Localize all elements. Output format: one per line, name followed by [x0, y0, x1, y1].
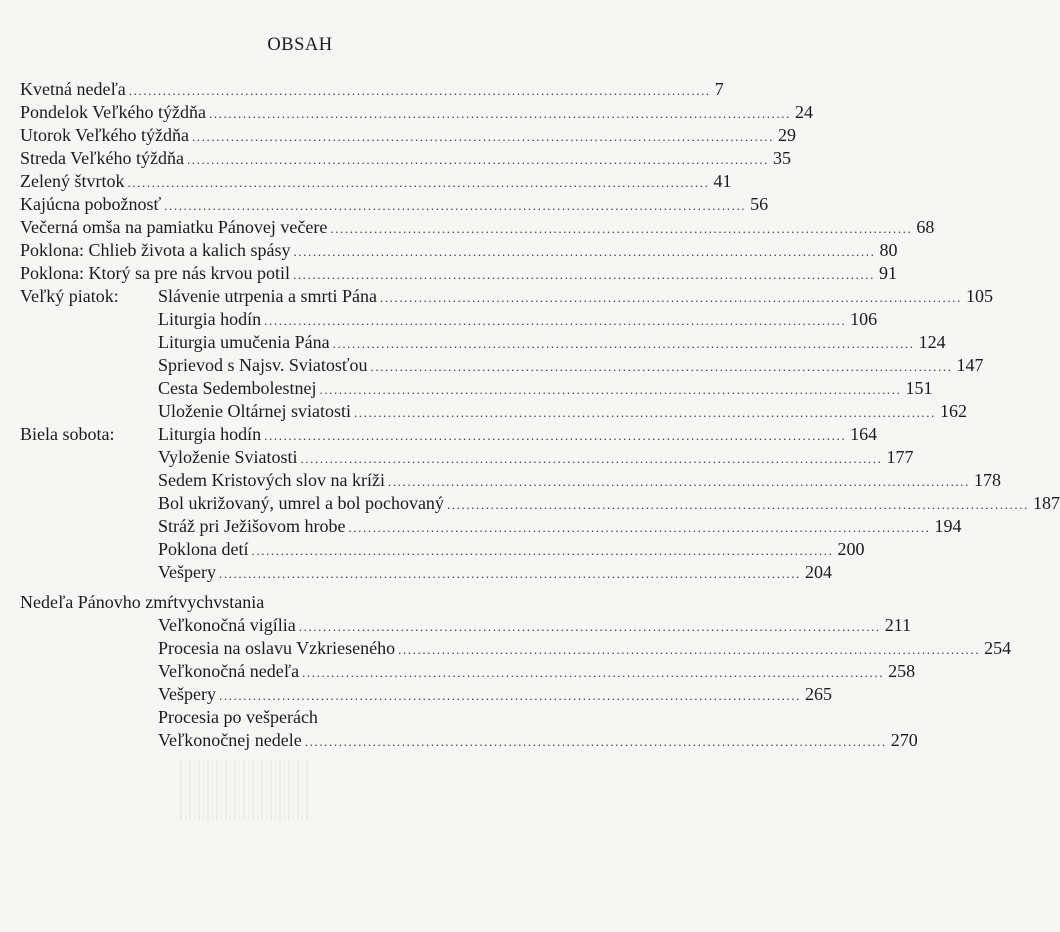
- leader-dots: ........................................................................................................................: [379, 290, 962, 305]
- toc-row: [20, 331, 946, 354]
- toc-entry: [158, 683, 832, 707]
- toc-entry-title: Poklona: Ktorý sa pre nás krvou potil: [20, 263, 290, 283]
- toc-entry: [20, 262, 897, 286]
- toc-row: [20, 538, 865, 561]
- toc-entry: [20, 193, 769, 217]
- toc-row: [20, 614, 912, 637]
- leader-dots: ........................................................................................................................: [353, 405, 936, 420]
- leader-dots: ........................................................................................................................: [218, 688, 801, 703]
- toc-entry-title: Poklona: Chlieb života a kalich spásy: [20, 240, 291, 260]
- toc-row: [20, 124, 796, 147]
- toc-entry-page: 35: [772, 148, 791, 168]
- toc-entry-page: 7: [714, 79, 724, 99]
- toc-row: [20, 78, 724, 101]
- leader-dots: ........................................................................................................................: [300, 451, 883, 466]
- toc-entry-title: Liturgia hodín: [158, 309, 262, 329]
- toc-entry: [158, 637, 1012, 661]
- leader-dots: ........................................................................................................................: [319, 382, 902, 397]
- leader-dots: ........................................................................................................................: [127, 175, 710, 190]
- leader-dots: ........................................................................................................................: [191, 129, 774, 144]
- leader-dots: ........................................................................................................................: [332, 336, 915, 351]
- toc-entry-page: 270: [890, 730, 918, 750]
- toc-entry-page: 194: [934, 516, 962, 536]
- toc-entry-page: 68: [916, 217, 935, 237]
- toc-row: [20, 377, 933, 400]
- toc-entry: [20, 101, 813, 125]
- toc-row: [20, 637, 1012, 660]
- toc-row: [20, 193, 769, 216]
- toc-entry-title: Vyloženie Sviatosti: [158, 447, 298, 467]
- toc-entry: [20, 147, 791, 171]
- toc-entry-title: Liturgia hodín: [158, 424, 262, 444]
- leader-dots: ........................................................................................................................: [302, 665, 885, 680]
- toc-row: [20, 262, 897, 285]
- leader-dots: ........................................................................................................................: [298, 619, 881, 634]
- section-label-biela-sobota: Biela sobota:: [20, 424, 115, 444]
- section-label-nedela: Nedeľa Pánovho zmŕtvychvstania: [20, 592, 265, 612]
- toc-entry-title: Vešpery: [158, 684, 216, 704]
- toc-row: [20, 446, 914, 469]
- toc-entry-title: Veľkonočná nedeľa: [158, 661, 300, 681]
- leader-dots: ........................................................................................................................: [387, 474, 970, 489]
- leader-dots: ........................................................................................................................: [218, 566, 801, 581]
- table-of-contents: [20, 78, 1060, 752]
- toc-entry-title: Veľkonočnej nedele: [158, 730, 302, 750]
- leader-dots: ........................................................................................................................: [264, 313, 847, 328]
- toc-row: [20, 101, 813, 124]
- leader-dots: ........................................................................................................................: [186, 152, 769, 167]
- toc-entry: [20, 170, 732, 194]
- toc-entry-page: 151: [905, 378, 933, 398]
- toc-row: [20, 400, 967, 423]
- toc-entry: [158, 614, 912, 638]
- toc-entry-page: 211: [884, 615, 912, 635]
- toc-entry-title: Liturgia umučenia Pána: [158, 332, 330, 352]
- toc-row: [20, 170, 732, 193]
- toc-entry: [158, 446, 914, 470]
- toc-entry-page: 56: [750, 194, 769, 214]
- leader-dots: ........................................................................................................................: [446, 497, 1029, 512]
- toc-entry: [158, 331, 946, 355]
- toc-entry-page: 105: [965, 286, 993, 306]
- leader-dots: ........................................................................................................................: [128, 83, 711, 98]
- toc-row: [20, 561, 832, 584]
- toc-entry-title: Večerná omša na pamiatku Pánovej večere: [20, 217, 328, 237]
- toc-row: [20, 683, 832, 706]
- toc-entry-title-line1: Procesia po vešperách: [158, 707, 318, 727]
- toc-entry-title: Zelený štvrtok: [20, 171, 125, 191]
- toc-entry-title: Cesta Sedembolestnej: [158, 378, 317, 398]
- toc-entry-page: 41: [713, 171, 732, 191]
- toc-row: [20, 354, 984, 377]
- toc-entry-title: Vešpery: [158, 562, 216, 582]
- toc-entry-page: 200: [837, 539, 865, 559]
- toc-entry-title: Stráž pri Ježišovom hrobe: [158, 516, 346, 536]
- toc-row: [20, 285, 993, 308]
- toc-entry-page: 204: [804, 562, 832, 582]
- toc-entry-page: 24: [794, 102, 813, 122]
- leader-dots: ........................................................................................................................: [348, 520, 931, 535]
- toc-entry-page: 106: [850, 309, 878, 329]
- leader-dots: ........................................................................................................................: [304, 734, 887, 749]
- toc-row: [20, 147, 791, 170]
- toc-entry-page: 91: [878, 263, 897, 283]
- leader-dots: ........................................................................................................................: [398, 642, 981, 657]
- toc-row: [20, 469, 1001, 492]
- toc-entry-title: Streda Veľkého týždňa: [20, 148, 184, 168]
- toc-entry-title: Procesia na oslavu Vzkrieseného: [158, 638, 396, 658]
- bleed-through-barcode: [180, 760, 310, 820]
- toc-entry-title: Sedem Kristových slov na kríži: [158, 470, 385, 490]
- toc-entry-title: Sprievod s Najsv. Sviatosťou: [158, 355, 368, 375]
- leader-dots: ........................................................................................................................: [264, 428, 847, 443]
- toc-entry-title: Kvetná nedeľa: [20, 79, 126, 99]
- toc-row: [20, 308, 878, 331]
- toc-row: [20, 706, 918, 752]
- toc-entry-page: 29: [777, 125, 796, 145]
- toc-row: [20, 660, 916, 683]
- leader-dots: ........................................................................................................................: [292, 267, 875, 282]
- toc-entry: [158, 354, 984, 378]
- toc-entry-page: 265: [804, 684, 832, 704]
- toc-entry: [20, 216, 935, 240]
- toc-entry: [158, 423, 878, 447]
- toc-entry: [158, 285, 993, 309]
- toc-entry: [158, 538, 865, 562]
- toc-entry: [158, 308, 878, 332]
- toc-entry-page: 254: [984, 638, 1012, 658]
- toc-row: [20, 515, 962, 538]
- toc-row: [20, 216, 935, 239]
- leader-dots: ........................................................................................................................: [293, 244, 876, 259]
- leader-dots: ........................................................................................................................: [164, 198, 747, 213]
- toc-entry-title: Bol ukrižovaný, umrel a bol pochovaný: [158, 493, 444, 513]
- leader-dots: ........................................................................................................................: [370, 359, 953, 374]
- toc-entry-title: Veľkonočná vigília: [158, 615, 296, 635]
- leader-dots: ........................................................................................................................: [208, 106, 791, 121]
- section-label-velky-piatok: Veľký piatok:: [20, 286, 119, 306]
- toc-entry-page: 187: [1032, 493, 1060, 513]
- toc-entry-title: Poklona detí: [158, 539, 249, 559]
- toc-entry: [158, 400, 967, 424]
- toc-entry-title: Utorok Veľkého týždňa: [20, 125, 189, 145]
- toc-entry: [20, 124, 796, 148]
- toc-entry-page: 177: [886, 447, 914, 467]
- toc-row: [20, 492, 1060, 515]
- toc-entry-page: 80: [879, 240, 898, 260]
- toc-entry: [158, 660, 916, 684]
- toc-entry: [158, 377, 933, 401]
- toc-entry-page: 178: [973, 470, 1001, 490]
- toc-entry-page: 258: [888, 661, 916, 681]
- toc-entry: [158, 469, 1001, 493]
- toc-entry: [158, 729, 918, 753]
- toc-entry: [158, 561, 832, 585]
- toc-entry: [158, 492, 1060, 516]
- toc-entry-page: 124: [918, 332, 946, 352]
- leader-dots: ........................................................................................................................: [330, 221, 913, 236]
- toc-entry-title: Kajúcna pobožnosť: [20, 194, 162, 214]
- toc-entry: [20, 78, 724, 102]
- toc-entry: [158, 515, 962, 539]
- toc-entry-page: 162: [939, 401, 967, 421]
- page-title: OBSAH: [267, 35, 333, 55]
- toc-entry-title: Pondelok Veľkého týždňa: [20, 102, 206, 122]
- toc-entry-page: 147: [956, 355, 984, 375]
- toc-entry-title: Uloženie Oltárnej sviatosti: [158, 401, 351, 421]
- toc-entry-title: Slávenie utrpenia a smrti Pána: [158, 286, 377, 306]
- toc-row: [20, 239, 898, 262]
- leader-dots: ........................................................................................................................: [251, 543, 834, 558]
- toc-row: [20, 591, 576, 614]
- toc-entry: [20, 239, 898, 263]
- toc-entry-page: 164: [850, 424, 878, 444]
- toc-row: [20, 423, 878, 446]
